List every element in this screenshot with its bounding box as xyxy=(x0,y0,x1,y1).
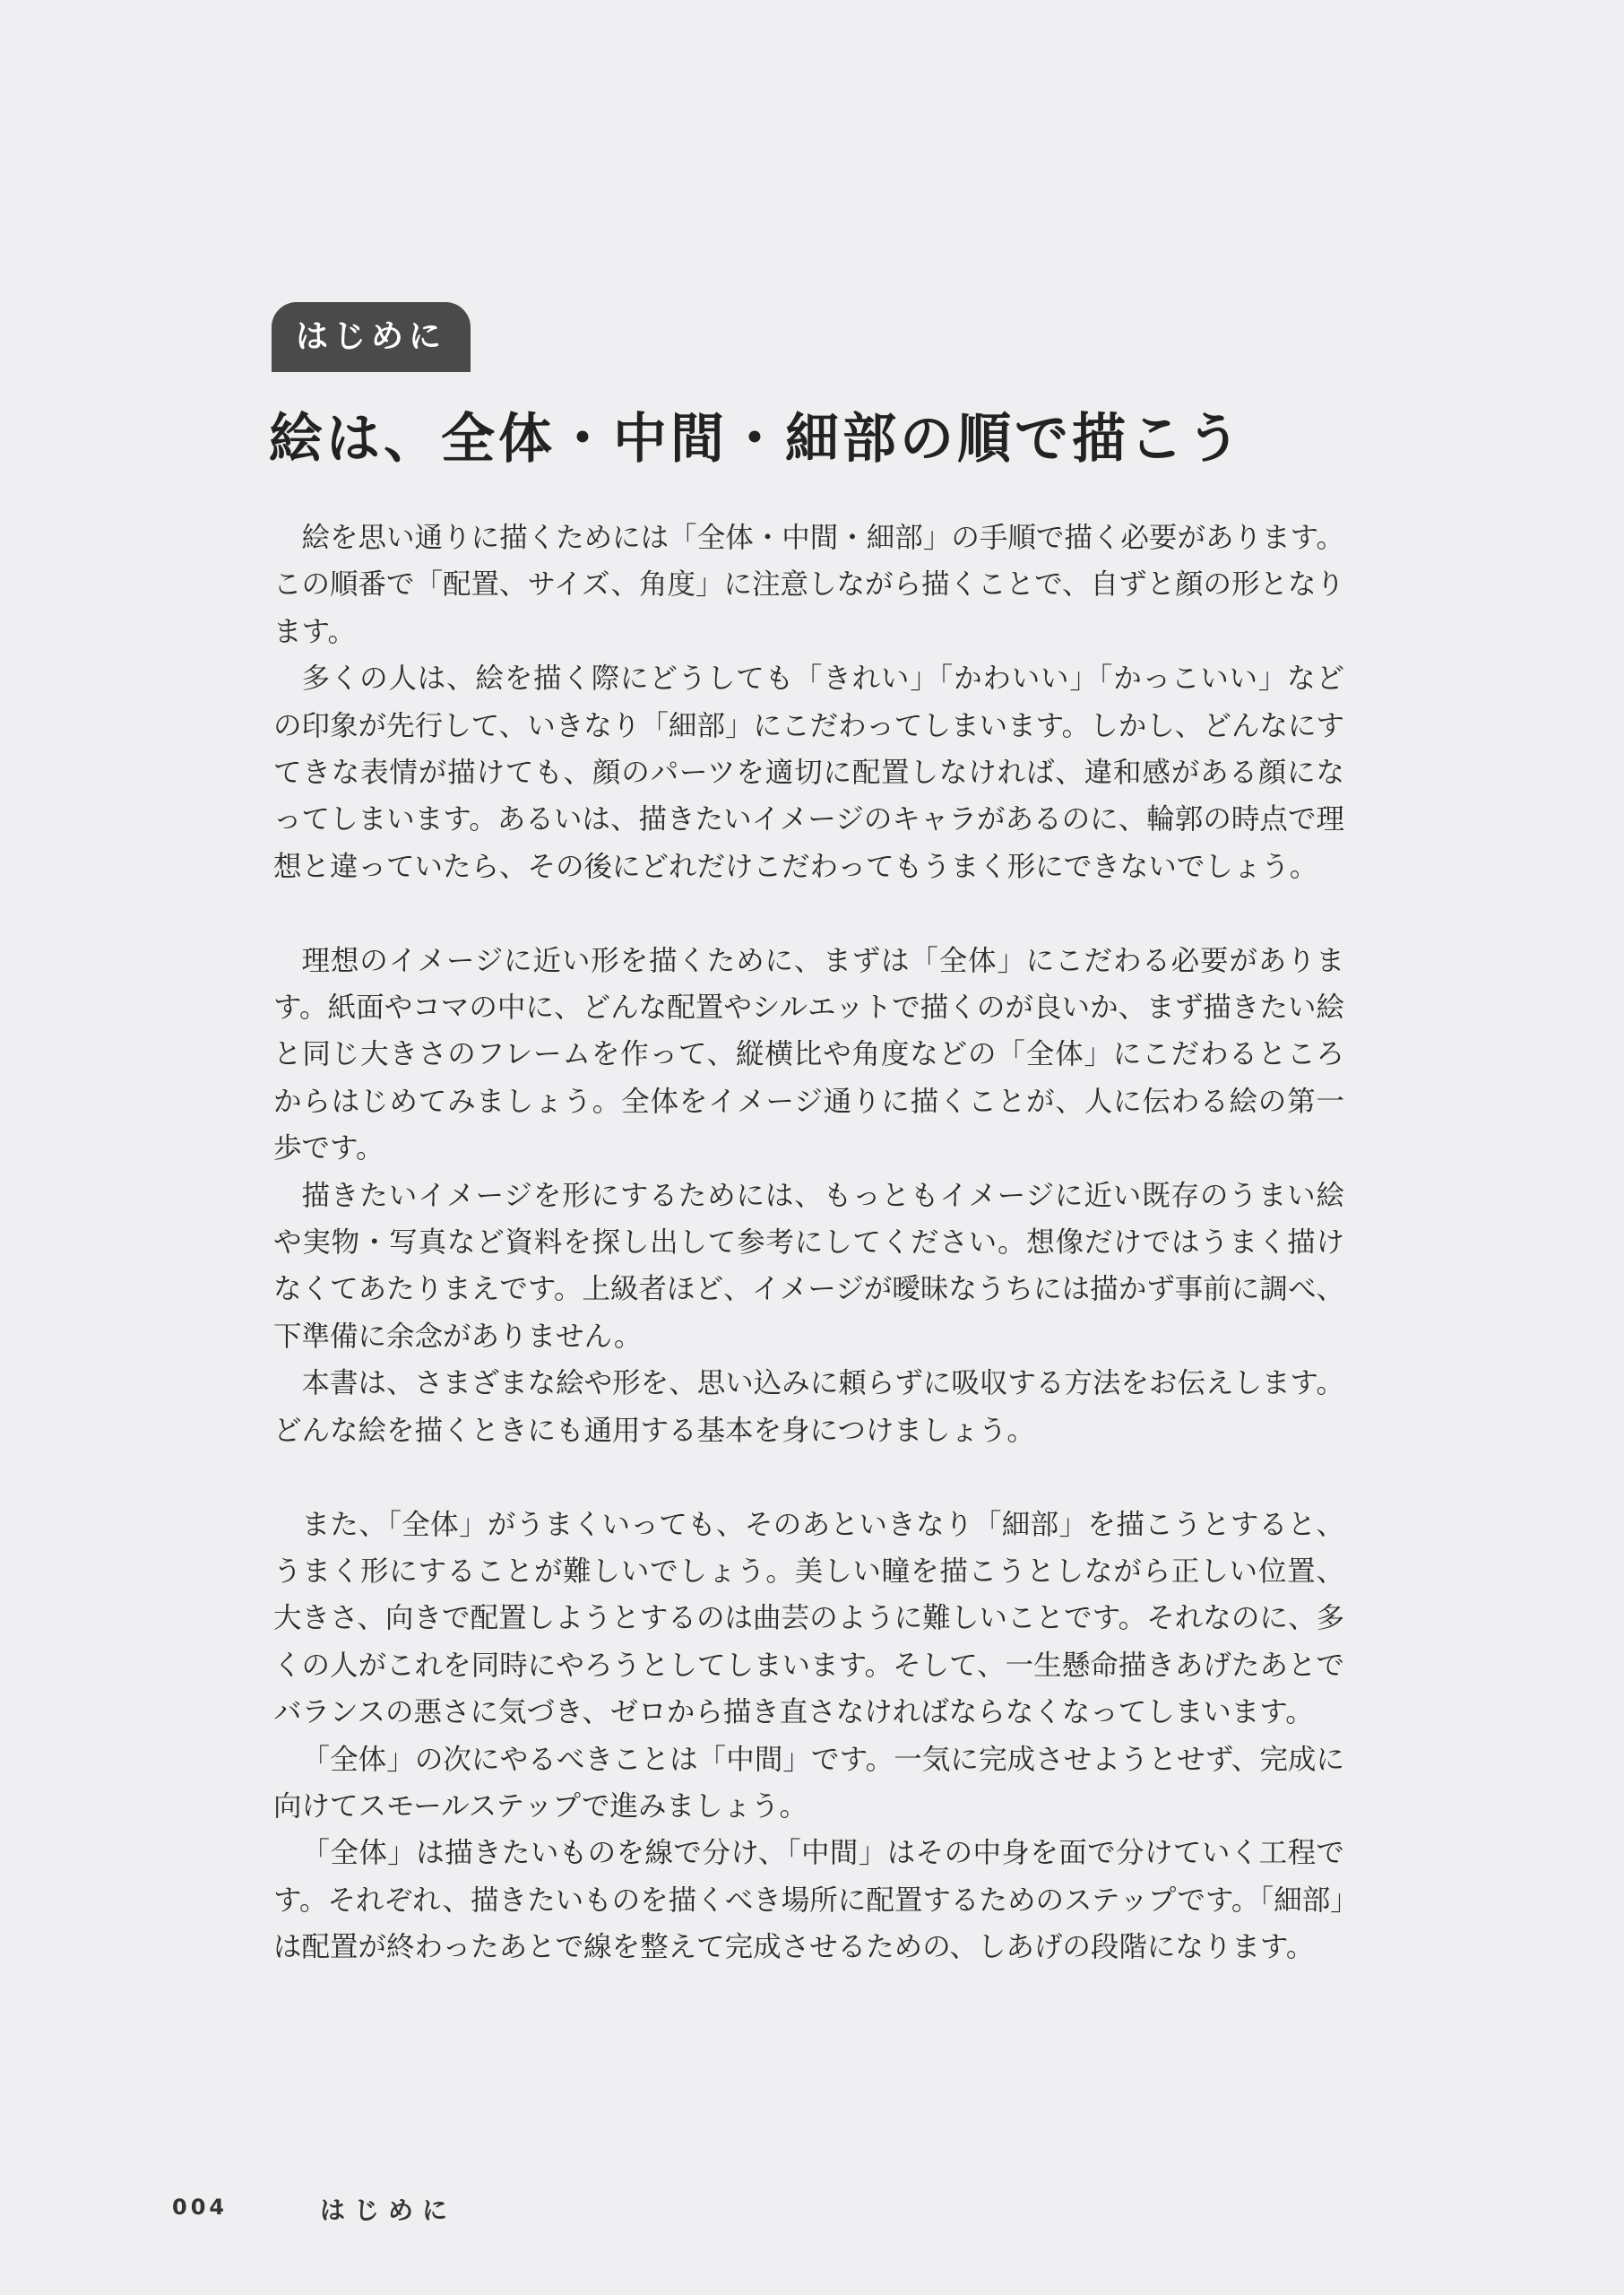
paragraph: 描きたいイメージを形にするためには、もっともイメージに近い既存のうまい絵や実物・写真など資料を探し出して参考にしてください。想像だけではうまく描けなくてあたりまえです。上級者ほど、イメージが曖昧なうちには描かず事前に調べ、下準備に余念がありません。 xyxy=(273,1179,1344,1353)
paragraph: 本書は、さまざまな絵や形を、思い込みに頼らずに吸収する方法をお伝えします。どんな絵を描くときにも通用する基本を身につけましょう。 xyxy=(273,1367,1344,1447)
body-text xyxy=(273,515,1344,1971)
page-title: 絵は、全体・中間・細部の順で描こう xyxy=(269,408,1244,471)
paragraph: 「全体」の次にやるべきことは「中間」です。一気に完成させようとせず、完成に向けてスモールステップで進みましょう。 xyxy=(273,1743,1344,1823)
paragraph: 多くの人は、絵を描く際にどうしても「きれい」「かわいい」「かっこいい」などの印象が先行して、いきなり「細部」にこだわってしまいます。しかし、どんなにすてきな表情が描けても、顔のパーツを適切に配置しなければ、違和感がある顔になってしまいます。あるいは、描きたいイメージのキャラがあるのに、輪郭の時点で理想と違っていたら、その後にどれだけこだわってもうまく形にできないでしょう。 xyxy=(273,663,1344,883)
paragraph: 「全体」は描きたいものを線で分け、「中間」はその中身を面で分けていく工程です。それぞれ、描きたいものを描くべき場所に配置するためのステップです。「細部」は配置が終わったあとで線を整えて完成させるための、しあげの段階になります。 xyxy=(273,1837,1344,1964)
footer-section-title: はじめに xyxy=(320,2195,457,2225)
section-tag: はじめに xyxy=(272,302,471,372)
page-number: 004 xyxy=(172,2195,229,2220)
paragraph: 絵を思い通りに描くためには「全体・中間・細部」の手順で描く必要があります。この順番で「配置、サイズ、角度」に注意しながら描くことで、自ずと顔の形となります。 xyxy=(273,522,1344,648)
paragraph: 理想のイメージに近い形を描くために、まずは「全体」にこだわる必要があります。紙面やコマの中に、どんな配置やシルエットで描くのが良いか、まず描きたい絵と同じ大きさのフレームを作って、縦横比や角度などの「全体」にこだわるところからはじめてみましょう。全体をイメージ通りに描くことが、人に伝わる絵の第一歩です。 xyxy=(273,944,1344,1165)
paragraph: また、「全体」がうまくいっても、そのあといきなり「細部」を描こうとすると、うまく形にすることが難しいでしょう。美しい瞳を描こうとしながら正しい位置、大きさ、向きで配置しようとするのは曲芸のように難しいことです。それなのに、多くの人がこれを同時にやろうとしてしまいます。そして、一生懸命描きあげたあとでバランスの悪さに気づき、ゼロから描き直さなければならなくなってしまいます。 xyxy=(273,1508,1344,1729)
